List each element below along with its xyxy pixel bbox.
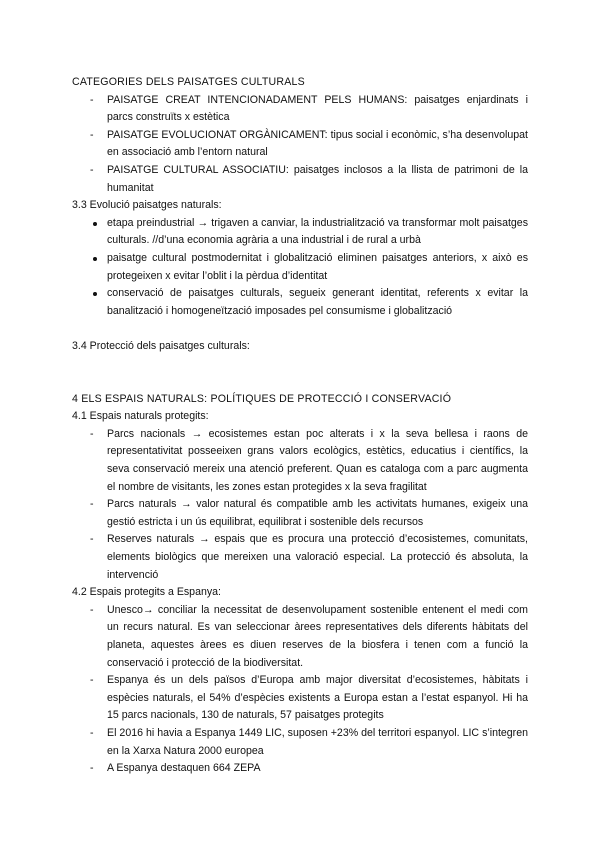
dash-marker: -: [90, 603, 94, 616]
list-4-1: [72, 426, 528, 584]
list-item: paisatge cultural postmodernitat i globalització eliminen paisatges anteriors, x això es protegeixen x evitar l’oblit i la pèrdua d’identitat: [72, 250, 528, 285]
heading-4: 4 ELS ESPAIS NATURALS: POLÍTIQUES DE PROTECCIÓ I CONSERVACIÓ: [72, 392, 452, 405]
heading-3-3: 3.3 Evolució paisatges naturals:: [72, 199, 222, 212]
dash-marker: -: [90, 163, 94, 176]
list-categories: [72, 92, 528, 198]
document-content: [72, 74, 528, 778]
bullet-marker: [93, 292, 97, 296]
dash-marker: -: [90, 427, 94, 440]
list-item: - PAISATGE CULTURAL ASSOCIATIU: paisatges inclosos a la llista de patrimoni de la humanitat: [90, 163, 528, 194]
list-item: - PAISATGE CREAT INTENCIONADAMENT PELS HUMANS: paisatges enjardinats i parcs construïts x estètica: [90, 93, 528, 124]
dash-marker: -: [90, 674, 94, 687]
dash-marker: -: [90, 762, 94, 775]
list-item: - A Espanya destaquen 664 ZEPA: [72, 760, 528, 778]
heading-4-1: 4.1 Espais naturals protegits:: [72, 410, 209, 423]
list-item: conservació de paisatges culturals, segueix generant identitat, referents x evitar la banalització i homogeneïtzació imposades pel consumisme i globalització: [72, 285, 528, 320]
dash-marker: -: [90, 533, 94, 546]
bullet-marker: [93, 222, 97, 226]
list-item: - Espanya és un dels països d’Europa amb major diversitat d’ecosistemes, hàbitats i espècies naturals, el 54% d’espècies existents a Europa estan a l’estat espanyol. Hi ha 15 parcs nacionals, 130 de naturals, 57 paisatges protegits: [90, 674, 528, 722]
list-item: - El 2016 hi havia a Espanya 1449 LIC, suposen +23% del territori espanyol. LIC s’integren en la Xarxa Natura 2000 europea: [90, 726, 528, 757]
list-3-3: [72, 215, 528, 321]
list-item: - Unesco→ conciliar la necessitat de desenvolupament sostenible entenent el medi com un recurs natural. Es van seleccionar àrees representatives dels diferents hàbitats del planeta, aquestes àrees es diuen reserves de la biosfera i tenen com a funció la conservació i protecció de la biodiversitat.: [90, 603, 528, 669]
dash-marker: -: [90, 498, 94, 511]
dash-marker: -: [90, 726, 94, 739]
list-item: - Parcs naturals → valor natural és compatible amb les activitats humanes, exigeix una gestió estricta i un ús equilibrat, equilibrat i sostenible dels recursos: [90, 498, 528, 528]
heading-4-2: 4.2 Espais protegits a Espanya:: [72, 586, 221, 599]
list-item: etapa preindustrial → trigaven a canviar, la industrialització va transformar molt paisatges culturals. //d’una economia agrària a una industrial i de rural a urbà: [72, 215, 528, 250]
list-item: - PAISATGE EVOLUCIONAT ORGÀNICAMENT: tipus social i econòmic, s’ha desenvolupat en associació amb l’entorn natural: [90, 128, 528, 159]
dash-marker: -: [90, 128, 94, 141]
bullet-marker: [93, 257, 97, 261]
heading-categories: CATEGORIES DELS PAISATGES CULTURALS: [72, 76, 305, 88]
blank-line: [72, 356, 528, 374]
dash-marker: -: [90, 93, 94, 106]
list-item: - Parcs nacionals → ecosistemes estan poc alterats i x la seva bellesa i raons de representativitat posseeixen grans valors ecològics, estètics, educatius i científics, la seva conservació mereix una atenció preferent. Quan es cataloga com a parc augmenta el nombre de visitants, les zones estan protegides x la seva fragilitat: [90, 427, 528, 493]
list-4-2: [72, 602, 528, 778]
blank-line: [72, 320, 528, 338]
list-item: - Reserves naturals → espais que es procura una protecció d’ecosistemes, comunitats, elements biològics que mereixen una valoració especial. La protecció és absoluta, la intervenció: [90, 533, 528, 581]
blank-line: [72, 373, 528, 391]
heading-3-4: 3.4 Protecció dels paisatges culturals:: [72, 339, 250, 352]
